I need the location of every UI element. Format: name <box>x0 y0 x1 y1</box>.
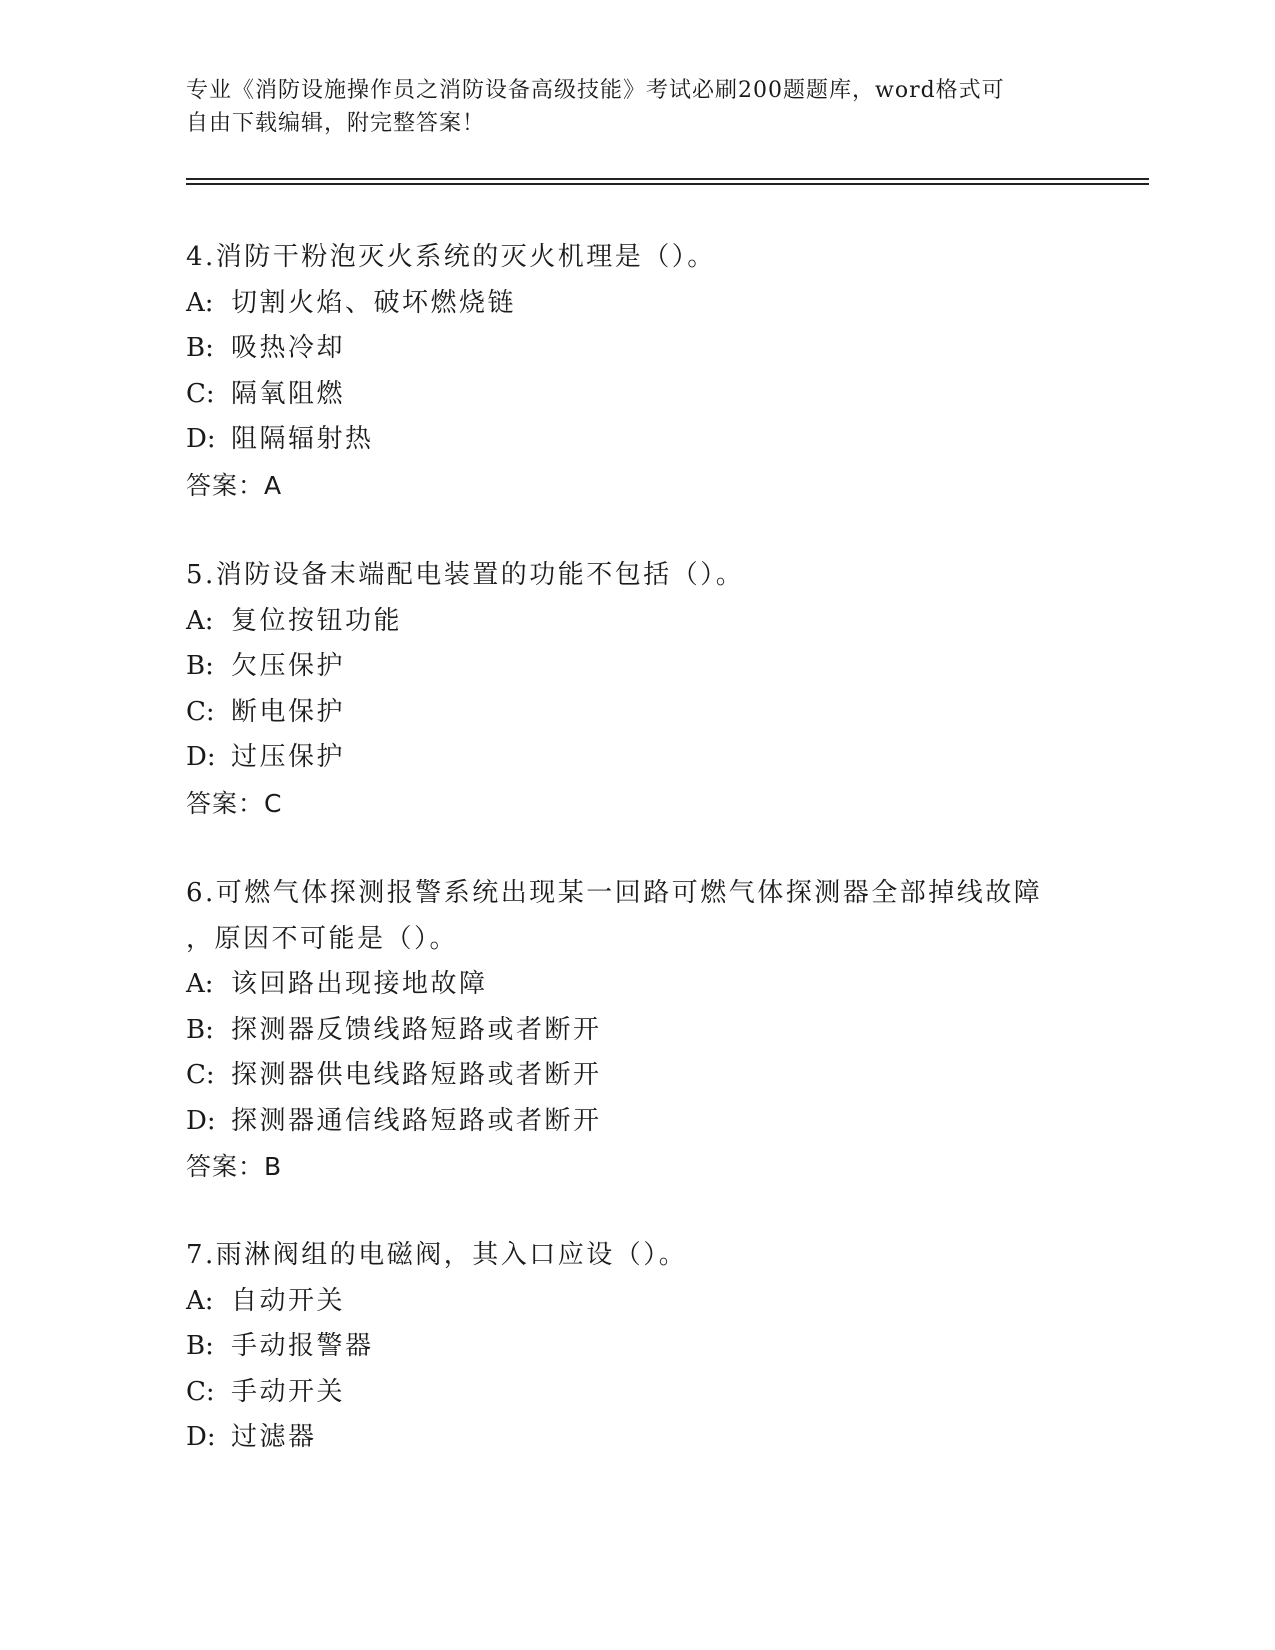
option-letter: B: <box>186 1331 214 1361</box>
question-4 <box>186 235 716 508</box>
option-a <box>186 281 716 327</box>
option-b <box>186 326 716 372</box>
option-text: 手动开关 <box>231 1376 346 1407</box>
option-text: 过压保护 <box>231 742 346 772</box>
option-letter: A: <box>186 287 214 318</box>
header-title-line2: 自由下载编辑，附完整答案！ <box>186 111 486 136</box>
option-text: 探测器供电线路短路或者断开 <box>231 1060 602 1090</box>
option-letter: D: <box>186 1105 216 1136</box>
option-letter: A: <box>186 1285 214 1316</box>
option-c <box>186 1053 1042 1099</box>
option-c <box>186 1370 687 1416</box>
option-text: 切割火焰、破坏燃烧链 <box>231 287 517 318</box>
option-a <box>186 962 1042 1008</box>
option-text: 过滤器 <box>231 1422 317 1452</box>
header-title-line1: 专业《消防设施操作员之消防设备高级技能》考试必刷200题题库，word格式可 <box>186 78 1005 103</box>
option-d <box>186 1415 687 1461</box>
question-stem: 4.消防干粉泡灭火系统的灭火机理是（）。 <box>186 242 716 272</box>
question-7 <box>186 1233 687 1461</box>
option-text: 手动报警器 <box>231 1331 374 1361</box>
answer-line: 答案：B <box>186 1152 283 1181</box>
question-stem-continued: ，原因不可能是（）。 <box>186 923 459 954</box>
answer-line: 答案：C <box>186 788 283 818</box>
option-text: 断电保护 <box>231 696 346 727</box>
option-text: 探测器反馈线路短路或者断开 <box>231 1014 602 1045</box>
option-letter: C: <box>186 696 215 727</box>
option-text: 复位按钮功能 <box>231 605 403 636</box>
header-divider-bottom <box>186 183 1149 185</box>
option-letter: B: <box>186 333 214 363</box>
option-b <box>186 644 744 690</box>
option-b <box>186 1324 687 1370</box>
option-c <box>186 372 716 418</box>
question-stem: 6.可燃气体探测报警系统出现某一回路可燃气体探测器全部掉线故障 <box>186 878 1043 908</box>
option-a <box>186 599 744 645</box>
question-5 <box>186 553 744 826</box>
question-6 <box>186 871 1042 1190</box>
option-text: 该回路出现接地故障 <box>231 969 488 999</box>
option-text: 隔氧阻燃 <box>231 378 346 409</box>
option-text: 探测器通信线路短路或者断开 <box>231 1105 602 1136</box>
option-d <box>186 735 744 781</box>
option-d <box>186 417 716 463</box>
option-letter: D: <box>186 424 216 454</box>
option-c <box>186 690 744 736</box>
option-letter: D: <box>186 1422 216 1452</box>
question-stem: 5.消防设备末端配电装置的功能不包括（）。 <box>186 560 745 590</box>
option-letter: D: <box>186 742 216 772</box>
option-b <box>186 1008 1042 1054</box>
option-text: 阻隔辐射热 <box>231 424 374 454</box>
document-header <box>186 74 1086 140</box>
option-a <box>186 1279 687 1325</box>
option-letter: B: <box>186 1014 214 1045</box>
header-divider-top <box>186 178 1149 180</box>
option-text: 自动开关 <box>231 1285 346 1316</box>
option-d <box>186 1099 1042 1145</box>
question-stem: 7.雨淋阀组的电磁阀，其入口应设（）。 <box>186 1240 688 1270</box>
option-letter: C: <box>186 378 215 409</box>
option-letter: B: <box>186 651 214 681</box>
answer-line: 答案：A <box>186 470 283 500</box>
option-text: 欠压保护 <box>231 651 346 681</box>
option-letter: A: <box>186 605 214 636</box>
option-letter: C: <box>186 1376 215 1407</box>
option-letter: C: <box>186 1060 215 1090</box>
option-letter: A: <box>186 969 214 999</box>
option-text: 吸热冷却 <box>231 333 346 363</box>
